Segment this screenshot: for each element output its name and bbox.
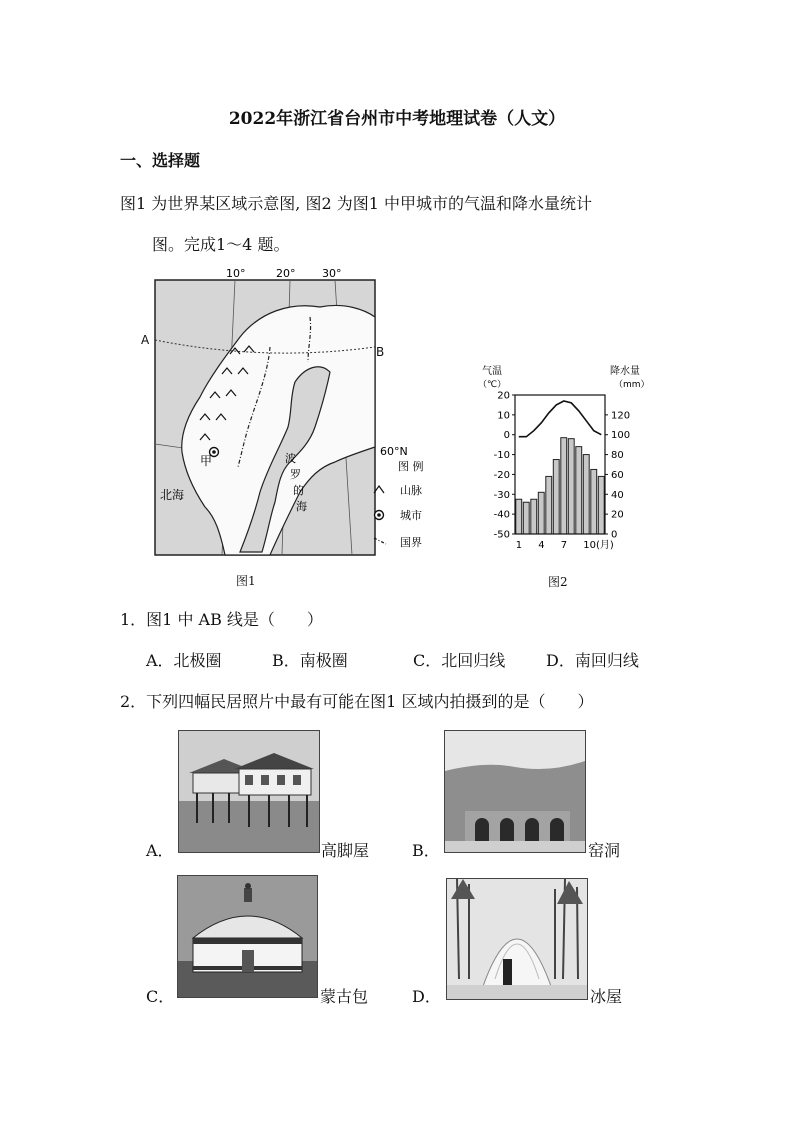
month-tick-label: 10(月) <box>583 540 614 551</box>
precip-bar <box>516 499 522 534</box>
month-tick-label: 7 <box>560 540 568 551</box>
q2-option-c-label[interactable]: 蒙古包 <box>320 987 369 1006</box>
q2-option-d-letter[interactable]: D． <box>412 987 441 1006</box>
precip-bar <box>531 499 537 534</box>
precip-bar <box>553 460 559 534</box>
city-label: 甲 <box>200 454 213 468</box>
baltic-char-4: 海 <box>296 500 307 513</box>
q1-option-a[interactable]: A．北极圈 <box>146 651 222 670</box>
legend-mountain-icon <box>374 486 384 493</box>
month-tick-label: 1 <box>515 540 523 551</box>
precip-bar <box>583 455 589 534</box>
precip-bar <box>598 476 604 534</box>
figure-2-caption: 图2 <box>548 575 568 589</box>
q2-stem: 2．下列四幅民居照片中最有可能在图1 区域内拍摄到的是（ ） <box>120 692 594 711</box>
q2-option-d-label[interactable]: 冰屋 <box>590 987 623 1006</box>
precip-tick-label: 120 <box>611 410 631 422</box>
precip-axis-unit: （mm） <box>614 380 650 390</box>
precip-tick-label: 20 <box>611 509 624 521</box>
photo-cave-dwelling <box>444 730 586 853</box>
precip-tick-label: 40 <box>611 489 624 501</box>
precip-bar <box>561 438 567 534</box>
legend-title: 图 例 <box>398 460 424 473</box>
q2-option-a-label[interactable]: 高脚屋 <box>321 841 370 860</box>
q2-option-c-letter[interactable]: C． <box>146 987 175 1006</box>
section-heading: 一、选择题 <box>120 151 201 170</box>
temp-tick-label: -10 <box>493 450 510 462</box>
legend-mountain-label: 山脉 <box>400 484 422 497</box>
month-tick-label: 4 <box>538 540 545 551</box>
intro-line-2: 图。完成1～4 题。 <box>152 235 290 254</box>
photo-ice-house <box>446 878 588 1000</box>
precip-bar <box>568 439 574 534</box>
precip-tick-label: 0 <box>611 529 618 541</box>
precip-bar <box>576 447 582 534</box>
photo-stilt-house <box>178 730 320 853</box>
precip-bar <box>523 502 529 534</box>
q2-option-b-label[interactable]: 窑洞 <box>588 841 621 860</box>
lon-label-20: 20° <box>276 267 296 280</box>
precip-tick-label: 60 <box>611 469 624 481</box>
page-title: 2022年浙江省台州市中考地理试卷（人文） <box>228 109 566 129</box>
map-legend <box>372 458 442 558</box>
legend-border-label: 国界 <box>400 536 422 549</box>
point-a-label: A <box>141 333 150 347</box>
temp-tick-label: -50 <box>493 529 510 541</box>
q2-option-b-letter[interactable]: B． <box>412 841 440 860</box>
temp-tick-label: -40 <box>493 509 510 521</box>
legend-city-label: 城市 <box>400 509 422 522</box>
lat-label-60n: 60°N <box>380 445 408 458</box>
temp-tick-label: 20 <box>497 390 510 402</box>
q1-option-b[interactable]: B．南极圈 <box>272 651 348 670</box>
temp-axis-unit: （℃） <box>478 380 507 390</box>
legend-border-icon <box>374 538 386 544</box>
lon-label-10: 10° <box>226 267 246 280</box>
q2-option-a-letter[interactable]: A． <box>146 841 174 860</box>
temp-tick-label: -20 <box>493 469 510 481</box>
temp-tick-label: 0 <box>503 430 510 442</box>
precip-bar <box>546 476 552 534</box>
precip-tick-label: 80 <box>611 450 624 462</box>
sea-label-north: 北海 <box>160 488 185 502</box>
baltic-char-3: 的 <box>293 484 304 497</box>
q1-option-d[interactable]: D．南回归线 <box>546 651 639 670</box>
temp-tick-label: -30 <box>493 489 510 501</box>
baltic-char-1: 波 <box>285 452 296 465</box>
q1-stem: 1．图1 中 AB 线是（ ） <box>120 610 323 629</box>
point-b-label: B <box>376 345 385 359</box>
baltic-char-2: 罗 <box>290 468 301 481</box>
precip-axis-title: 降水量 <box>610 366 640 377</box>
lon-label-30: 30° <box>322 267 342 280</box>
photo-yurt <box>177 875 318 998</box>
temperature-line <box>519 401 602 437</box>
figure-1-caption: 图1 <box>236 574 256 588</box>
q1-option-c[interactable]: C．北回归线 <box>413 651 506 670</box>
intro-line-1: 图1 为世界某区域示意图, 图2 为图1 中甲城市的气温和降水量统计 <box>120 194 592 213</box>
temp-tick-label: 10 <box>497 410 510 422</box>
figure-2-climate-chart <box>470 362 655 562</box>
precip-bar <box>591 469 597 534</box>
precip-bar <box>538 492 544 534</box>
precip-tick-label: 100 <box>611 430 631 442</box>
temp-axis-title: 气温 <box>482 366 502 377</box>
